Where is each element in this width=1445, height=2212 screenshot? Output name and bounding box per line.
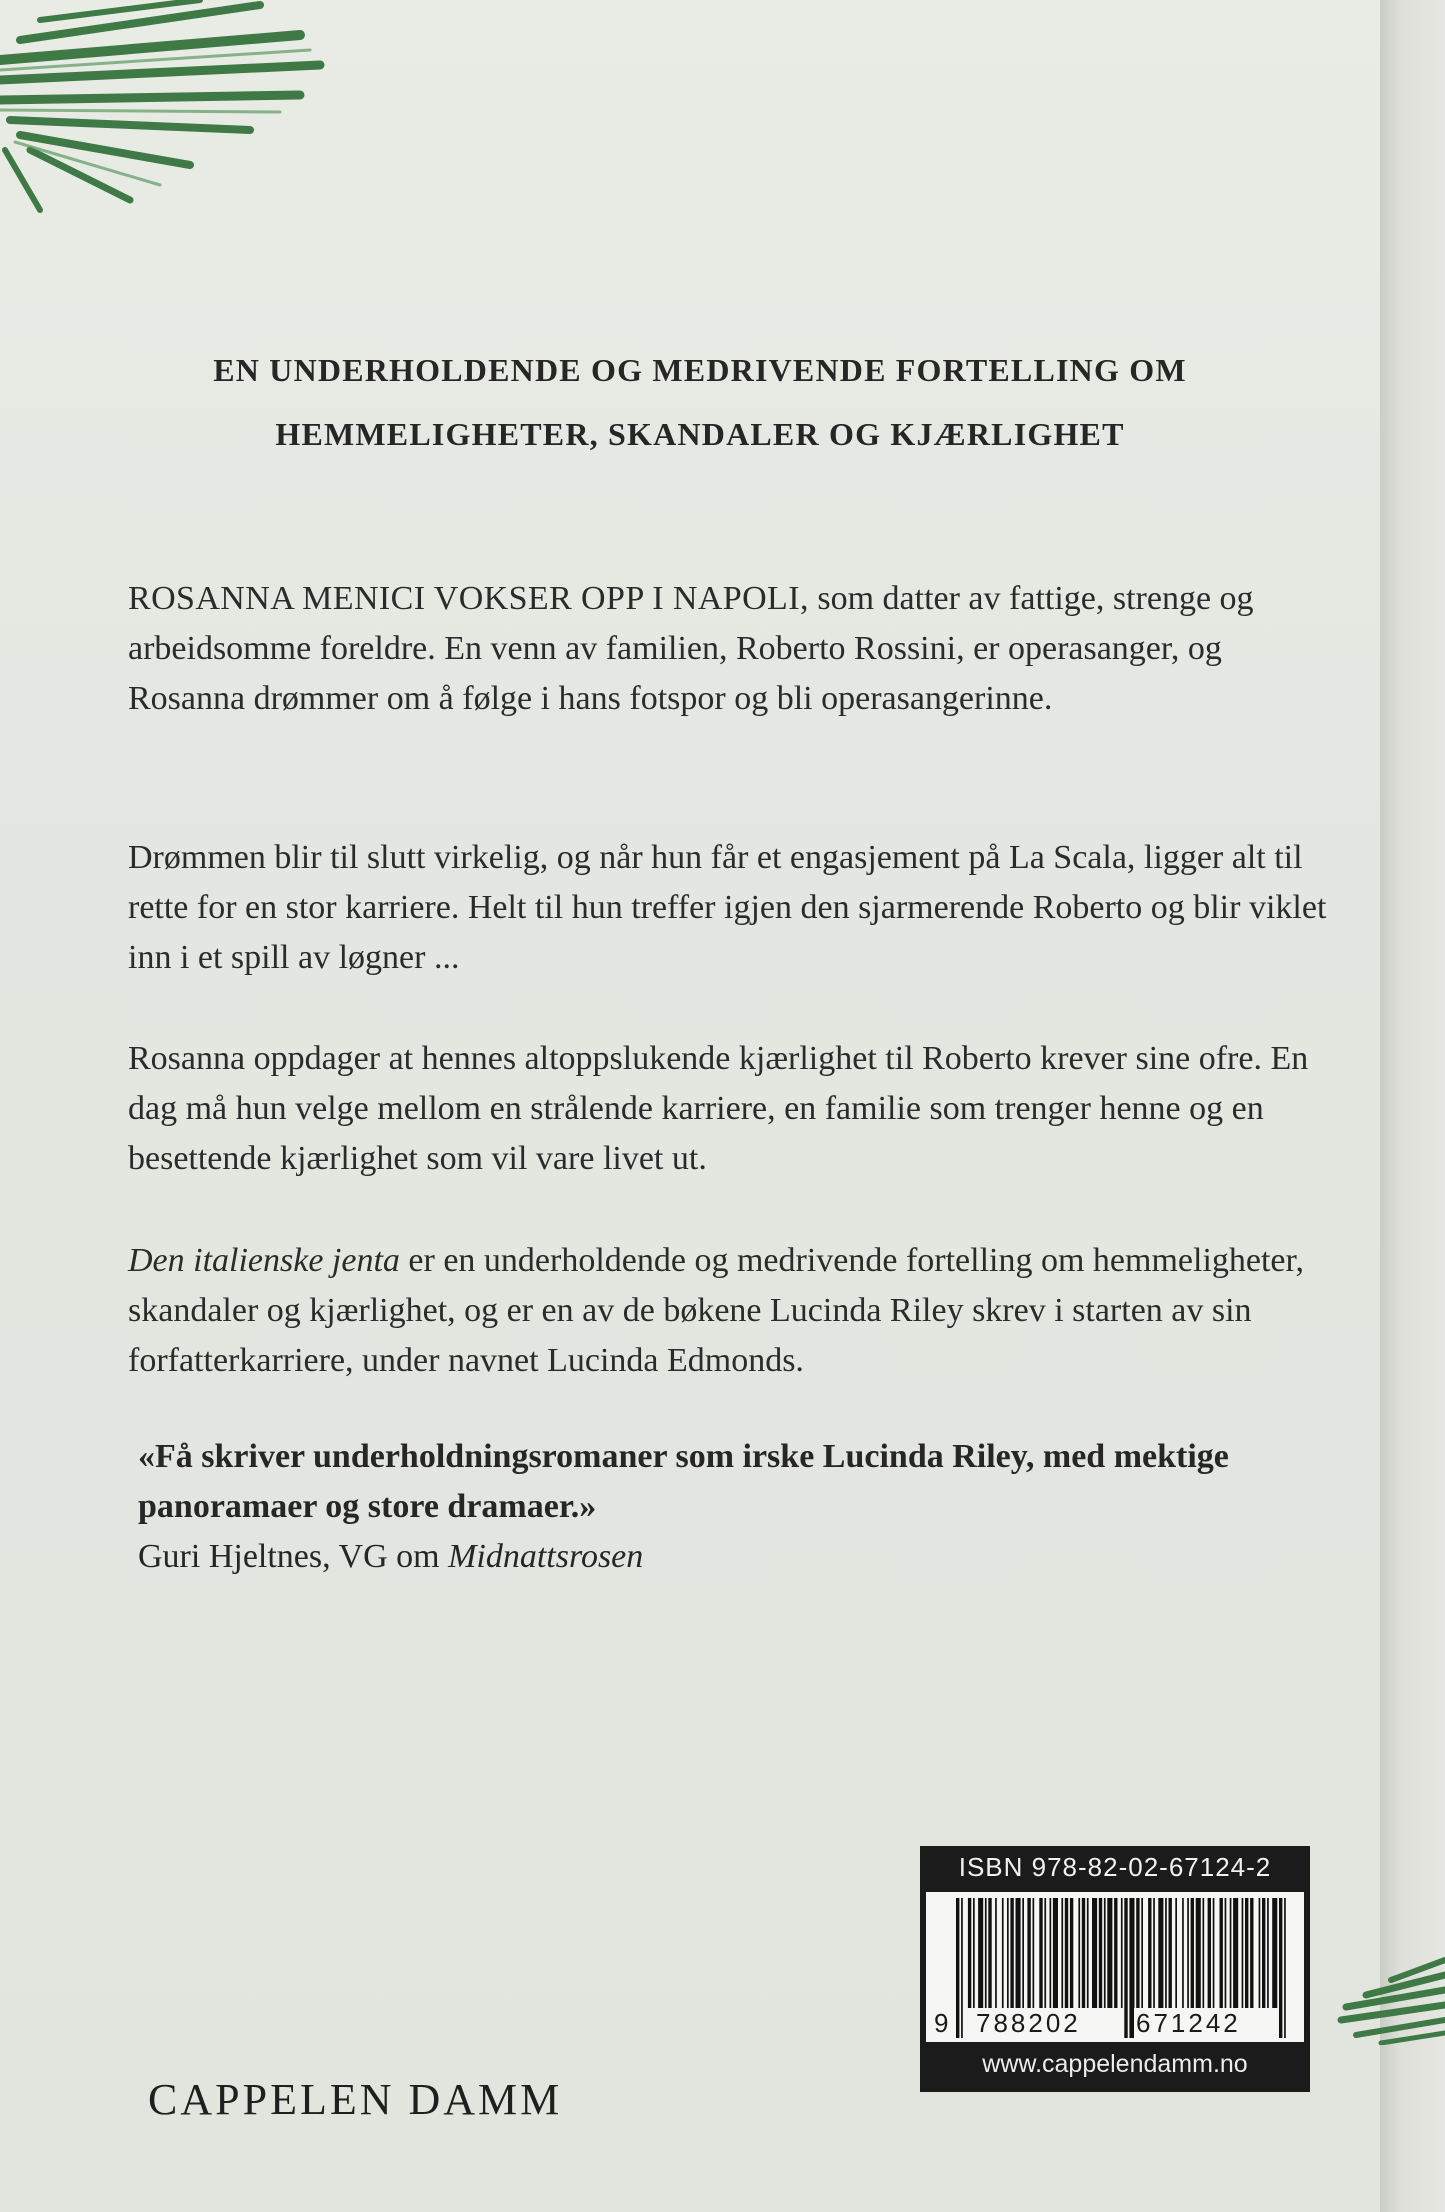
barcode-box [920, 1846, 1310, 2092]
barcode-bar [1002, 1898, 1004, 2008]
blurb-paragraph-3 [128, 1034, 1328, 1184]
ean-right-digits: 671242 [1136, 2008, 1241, 2038]
barcode-bar [1233, 1898, 1238, 2008]
barcode [926, 1892, 1304, 2042]
barcode-bar [1065, 1898, 1068, 2008]
barcode-bar [1153, 1898, 1155, 2008]
ean-left-digits: 788202 [976, 2008, 1081, 2038]
blurb-paragraph-4 [128, 1236, 1328, 1386]
tagline-line-2: HEMMELIGHETER, SKANDALER OG KJÆRLIGHET [275, 416, 1125, 452]
review-source [138, 1532, 1288, 1582]
barcode-bar [985, 1898, 987, 2008]
barcode-bar [1070, 1898, 1073, 2008]
barcode-bar [1187, 1898, 1189, 2008]
blurb-paragraph-2 [128, 833, 1328, 983]
barcode-bar [1148, 1898, 1151, 2008]
barcode-bar [995, 1898, 997, 2008]
blurb-paragraph-1 [128, 574, 1328, 724]
barcode-bar [1242, 1898, 1244, 2008]
tagline-line-1: EN UNDERHOLDENDE OG MEDRIVENDE FORTELLING OM [213, 352, 1187, 388]
blurb-lead: ROSANNA MENICI VOKSER OPP I NAPOLI, [128, 580, 809, 617]
barcode-bar [973, 1898, 975, 2008]
barcode-bar [1107, 1898, 1112, 2008]
review-source-title: Midnattsrosen [448, 1538, 644, 1575]
barcode-bar [1225, 1898, 1227, 2008]
barcode-bar [1220, 1898, 1223, 2008]
barcode-bar [1050, 1898, 1052, 2008]
page-edge [1380, 0, 1445, 2212]
palm-leaf-top-left-icon [0, 0, 340, 215]
barcode-bar [1141, 1898, 1143, 2008]
ean-first-digit: 9 [934, 2008, 949, 2038]
barcode-bar [1092, 1898, 1097, 2008]
barcode-bar [1169, 1898, 1172, 2008]
barcode-bar [1022, 1898, 1024, 2008]
barcode-bar [1044, 1898, 1046, 2008]
barcode-bar [1213, 1898, 1215, 2008]
palm-leaf-bottom-right-icon [1336, 1935, 1445, 2045]
barcode-bar [1203, 1898, 1205, 2008]
barcode-bar [1165, 1898, 1167, 2008]
barcode-bar [1053, 1898, 1058, 2008]
review-quote-text: «Få skriver underholdningsromaner som irske Lucinda Riley, med mektige panoramaer og store dramaer.» [138, 1438, 1229, 1525]
publisher-url: www.cappelendamm.no [982, 2050, 1248, 2078]
review-quote [138, 1432, 1288, 1582]
blurb-p1-text: som datter av fattige, strenge og arbeidsomme foreldre. En venn av familien, Roberto Rossini, er operasanger, og Rosanna drømmer om å følge i hans fotspor og bli operasangerinne. [128, 580, 1254, 717]
barcode-bar [1191, 1898, 1194, 2008]
barcode-bar [1082, 1898, 1085, 2008]
isbn-label: ISBN 978-82-02-67124-2 [958, 1852, 1272, 1882]
barcode-bar [968, 1898, 971, 2008]
blurb-p3-text: Rosanna oppdager at hennes altoppslukende kjærlighet til Roberto krever sine ofre. En dag må hun velge mellom en strålende karriere, en familie som trenger henne og en besettende kjærlighet som vil vare livet ut. [128, 1040, 1309, 1177]
barcode-bar [1010, 1898, 1013, 2008]
barcode-bar [1104, 1898, 1106, 2008]
barcode-bar [1250, 1898, 1253, 2008]
barcode-bar [988, 1898, 991, 2008]
barcode-bar [1230, 1898, 1232, 2008]
barcode-bar [1039, 1898, 1042, 2008]
barcode-bar [1007, 1898, 1009, 2008]
barcode-bar [1196, 1898, 1201, 2008]
blurb-p2-text: Drømmen blir til slutt virkelig, og når hun får et engasjement på La Scala, ligger alt til rette for en stor karriere. Helt til hun treffer igjen den sjarmerende Roberto og blir viklet inn i et spill av løgner ... [128, 839, 1327, 976]
barcode-bar [1259, 1898, 1261, 2008]
barcode-bar [1262, 1898, 1265, 2008]
review-source-text: Guri Hjeltnes, VG om [138, 1538, 449, 1575]
ean-digits [926, 2008, 1304, 2042]
barcode-bar [1136, 1898, 1139, 2008]
barcode-bar [1267, 1898, 1269, 2008]
barcode-bar [1016, 1898, 1021, 2008]
barcode-bar [1208, 1898, 1211, 2008]
barcode-bar [1087, 1898, 1089, 2008]
barcode-bar [1272, 1898, 1277, 2008]
barcode-bar [1121, 1898, 1123, 2008]
barcode-bar [1158, 1898, 1163, 2008]
barcode-bar [1099, 1898, 1102, 2008]
barcode-bar [1061, 1898, 1063, 2008]
blurb-p4-text: er en underholdende og medrivende fortelling om hemmeligheter, skandaler og kjærlighet, og er en av de bøkene Lucinda Riley skrev i starten av sin forfatterkarriere, under navnet Lucinda Edmonds. [128, 1242, 1304, 1379]
barcode-bar [978, 1898, 983, 2008]
barcode-bar [1078, 1898, 1080, 2008]
barcode-bar [1175, 1898, 1177, 2008]
book-title: Den italienske jenta [128, 1242, 400, 1279]
tagline [120, 338, 1280, 466]
publisher-logo: CAPPELEN DAMM [148, 2075, 563, 2124]
barcode-bar [1245, 1898, 1248, 2008]
barcode-bar [1027, 1898, 1030, 2008]
barcode-bar [1114, 1898, 1117, 2008]
barcode-bar [1033, 1898, 1035, 2008]
barcode-bar [1182, 1898, 1184, 2008]
